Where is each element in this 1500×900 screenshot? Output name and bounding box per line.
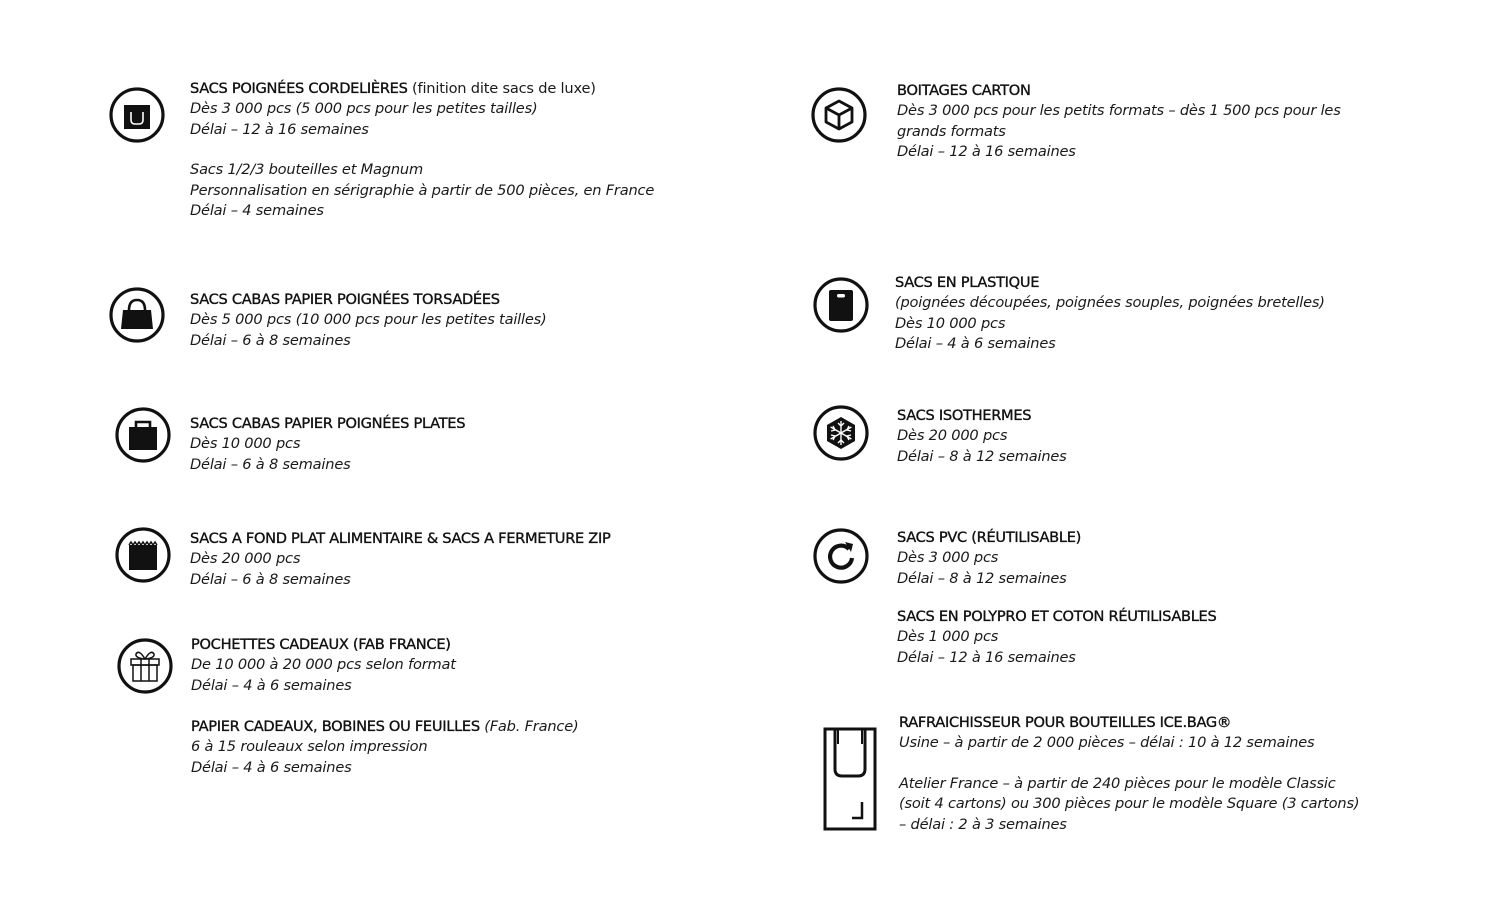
section-line: Délai – 4 à 6 semaines bbox=[895, 335, 1056, 353]
section-title: SACS CABAS PAPIER POIGNÉES TORSADÉES bbox=[190, 291, 500, 308]
section-line: Délai – 12 à 16 semaines bbox=[897, 143, 1076, 161]
section-line: Dès 3 000 pcs (5 000 pcs pour les petites tailles) bbox=[190, 100, 538, 118]
luxury-bag-icon bbox=[108, 86, 166, 144]
section-sacs-pvc bbox=[897, 528, 1081, 589]
section-title: RAFRAICHISSEUR POUR BOUTEILLES ICE.BAG® bbox=[899, 714, 1232, 731]
section-line: Dès 20 000 pcs bbox=[897, 427, 1008, 445]
section-pochettes-cadeaux bbox=[191, 635, 456, 696]
section-line: Délai – 6 à 8 semaines bbox=[190, 331, 351, 349]
section-line: Délai – 12 à 16 semaines bbox=[897, 648, 1076, 666]
section-line: Dès 3 000 pcs pour les petits formats – dès 1 500 pcs pour les bbox=[897, 102, 1341, 120]
section-line: Usine – à partir de 2 000 pièces – délai : 10 à 12 semaines bbox=[899, 734, 1315, 752]
reuse-icon bbox=[812, 527, 870, 585]
section-line: Dès 3 000 pcs bbox=[897, 549, 999, 567]
section-line: Délai – 8 à 12 semaines bbox=[897, 447, 1067, 465]
section-sacs-polypro bbox=[897, 607, 1216, 668]
section-line: Délai – 12 à 16 semaines bbox=[190, 120, 369, 138]
section-sacs-poignees-cordelieres bbox=[190, 79, 654, 221]
section-line: Dès 10 000 pcs bbox=[190, 435, 301, 453]
section-line: Dès 1 000 pcs bbox=[897, 628, 999, 646]
section-title-note: (finition dite sacs de luxe) bbox=[407, 80, 596, 97]
section-line: Délai – 4 à 6 semaines bbox=[191, 758, 352, 776]
section-sacs-isothermes bbox=[897, 406, 1067, 467]
section-line: Dès 10 000 pcs bbox=[895, 314, 1006, 332]
section-line: (soit 4 cartons) ou 300 pièces pour le modèle Square (3 cartons) bbox=[899, 795, 1360, 813]
flat-handle-bag-icon bbox=[114, 406, 172, 464]
plastic-bag-icon bbox=[812, 276, 870, 334]
section-title: BOITAGES CARTON bbox=[897, 82, 1031, 99]
section-boitages-carton bbox=[897, 81, 1341, 163]
section-line: 6 à 15 rouleaux selon impression bbox=[191, 738, 428, 756]
section-rafraichisseur bbox=[899, 713, 1359, 835]
section-line: – délai : 2 à 3 semaines bbox=[899, 815, 1067, 833]
tote-bag-icon bbox=[108, 286, 166, 344]
section-title: SACS EN PLASTIQUE bbox=[895, 274, 1040, 291]
section-title: POCHETTES CADEAUX (FAB FRANCE) bbox=[191, 636, 451, 653]
section-title-note: (Fab. France) bbox=[479, 718, 579, 735]
section-title: SACS ISOTHERMES bbox=[897, 407, 1032, 424]
section-line: Délai – 6 à 8 semaines bbox=[190, 455, 351, 473]
section-line: Sacs 1/2/3 bouteilles et Magnum bbox=[190, 161, 423, 179]
section-line: Délai – 4 semaines bbox=[190, 202, 324, 220]
box-icon bbox=[810, 86, 868, 144]
gift-icon bbox=[116, 637, 174, 695]
section-sacs-fond-plat bbox=[190, 529, 611, 590]
section-title: SACS EN POLYPRO ET COTON RÉUTILISABLES bbox=[897, 608, 1217, 625]
snowflake-icon bbox=[812, 404, 870, 462]
section-line: grands formats bbox=[897, 122, 1006, 140]
section-line: Délai – 8 à 12 semaines bbox=[897, 569, 1067, 587]
section-title: SACS PVC (RÉUTILISABLE) bbox=[897, 529, 1082, 546]
section-sacs-cabas-torsadees bbox=[190, 290, 547, 351]
section-line: Personnalisation en sérigraphie à partir de 500 pièces, en France bbox=[190, 181, 655, 199]
section-title: SACS CABAS PAPIER POIGNÉES PLATES bbox=[190, 415, 466, 432]
section-line: Délai – 6 à 8 semaines bbox=[190, 570, 351, 588]
ice-bag-icon bbox=[822, 724, 878, 832]
section-line: Délai – 4 à 6 semaines bbox=[191, 676, 352, 694]
section-sacs-cabas-plates bbox=[190, 414, 465, 475]
section-line: Atelier France – à partir de 240 pièces pour le modèle Classic bbox=[899, 774, 1336, 792]
section-title: PAPIER CADEAUX, BOBINES OU FEUILLES bbox=[191, 718, 480, 735]
section-line: Dès 5 000 pcs (10 000 pcs pour les petites tailles) bbox=[190, 311, 547, 329]
section-line: Dès 20 000 pcs bbox=[190, 550, 301, 568]
section-title: SACS A FOND PLAT ALIMENTAIRE & SACS A FERMETURE ZIP bbox=[190, 530, 611, 547]
section-line: De 10 000 à 20 000 pcs selon format bbox=[191, 656, 456, 674]
section-title: SACS POIGNÉES CORDELIÈRES bbox=[190, 80, 408, 97]
section-papier-cadeaux bbox=[191, 717, 578, 778]
food-bag-icon bbox=[114, 526, 172, 584]
section-sacs-plastique bbox=[895, 273, 1325, 355]
section-line: (poignées découpées, poignées souples, poignées bretelles) bbox=[895, 294, 1325, 312]
